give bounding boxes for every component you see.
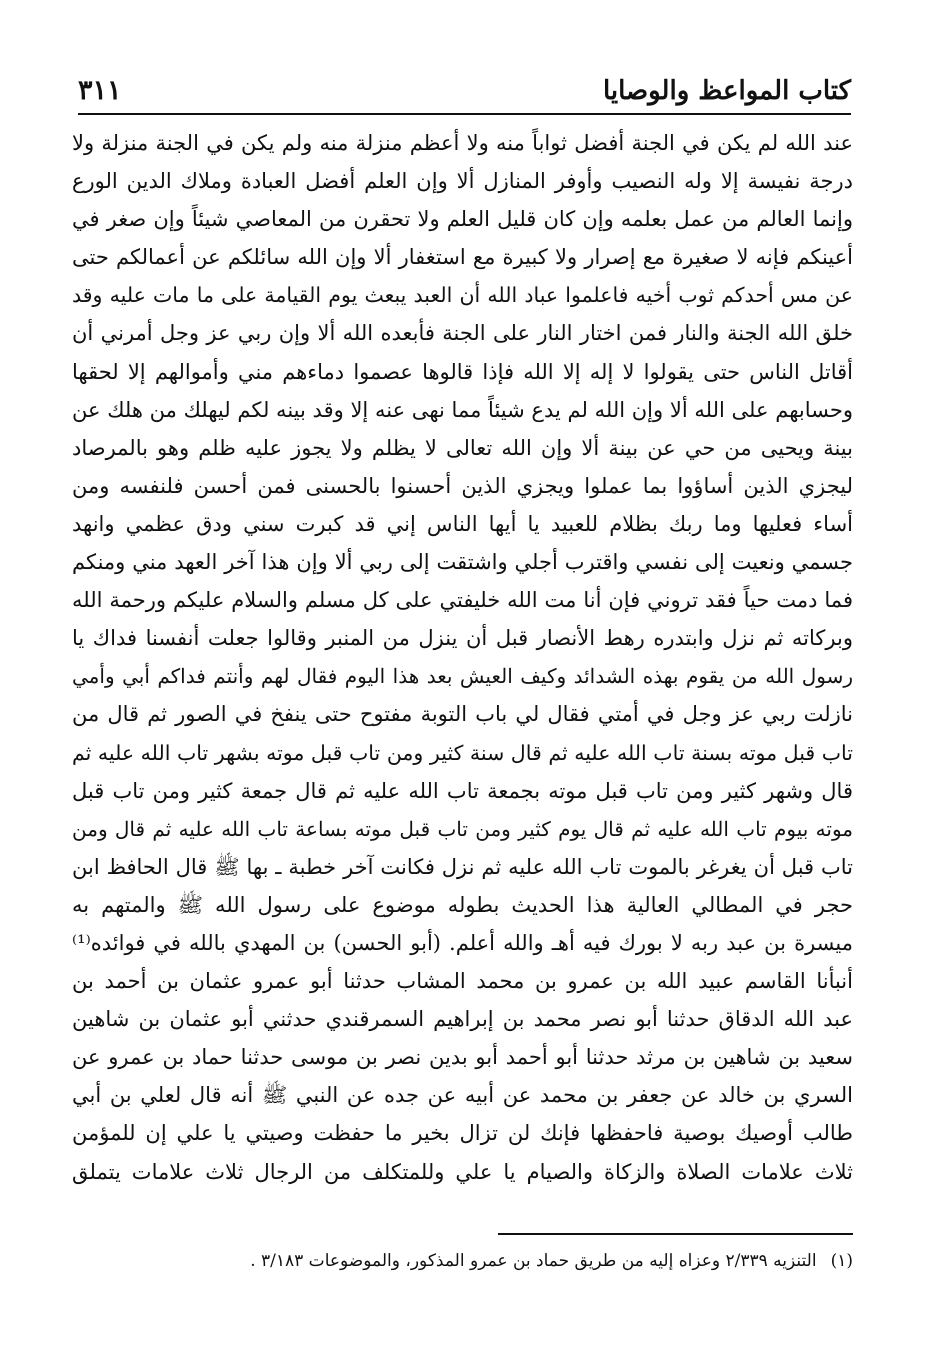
footnote-divider xyxy=(498,1233,853,1235)
text-line: بينة ويحيى من حي عن بينة ألا وإن الله تعالى لا يظلم ولا يجوز عليه ظلم وهو بالمرصاد xyxy=(72,435,853,460)
text-line: السري بن خالد عن جعفر بن محمد عن أبيه عن جده عن النبي ﷺ أنه قال لعلي بن أبي xyxy=(72,1083,853,1108)
text-line: أساء فعليها وما ربك بظلام للعبيد يا أيها الناس إني قد كبرت سني ودق عظمي وانهد xyxy=(72,511,853,536)
text-line: رسول الله من يقوم بهذه الشدائد وكيف العيش بعد هذا اليوم فقال لهم وأنتم فداكم أبي وأمي xyxy=(72,664,853,689)
running-title: كتاب المواعظ والوصايا xyxy=(602,76,851,106)
text-line: حجر في المطالي العالية هذا الحديث بطوله موضوع على رسول الله ﷺ والمتهم به xyxy=(72,892,853,917)
text-line: أنبأنا القاسم عبيد الله بن عمرو بن محمد المشاب حدثنا أبو عمرو عثمان بن أحمد بن xyxy=(72,969,853,994)
text-line: وإنما العالم من عمل بعلمه وإن كان قليل العلم ولا تحقرن من المعاصي شيئاً وإن صغر في xyxy=(72,207,853,232)
text-line: أعينكم فإنه لا صغيرة مع إصرار ولا كبيرة مع استغفار ألا وإن الله سائلكم عن أعمالكم حتى xyxy=(72,245,853,270)
text-line: عبد الله الدقاق حدثنا أبو نصر محمد بن إبراهيم السمرقندي حدثني أبو عثمان بن شاهين xyxy=(72,1007,853,1032)
footnote-marker: (١) xyxy=(830,1251,853,1271)
text-line: تاب قبل موته بسنة تاب الله عليه ثم قال سنة كثير ومن تاب قبل موته بشهر تاب الله عليه ثم xyxy=(72,740,853,765)
text-line: ليجزي الذين أساؤوا بما عملوا ويجزي الذين أحسنوا بالحسنى فمن أحسن فلنفسه ومن xyxy=(72,473,853,498)
text-line: وحسابهم على الله ألا وإن الله لم يدع شيئاً مما نهى عنه إلا وقد بينه لكم ليهلك من هلك عن xyxy=(72,397,853,422)
text-line: طالب أوصيك بوصية فاحفظها فإنك لن تزال بخير ما حفظت وصيتي يا علي إن للمؤمن xyxy=(72,1121,853,1146)
text-line: فما دمت حياً فقد تروني فإن أنا مت الله خليفتي على كل مسلم والسلام عليكم ورحمة الله xyxy=(72,588,853,613)
text-line: ثلاث علامات الصلاة والزكاة والصيام يا علي وللمتكلف من الرجال ثلاث علامات يتملق xyxy=(72,1159,853,1184)
header-divider xyxy=(78,113,851,115)
text-line: عن مس أحدكم ثوب أخيه فاعلموا عباد الله أن العبد يبعث يوم القيامة على ما مات عليه وقد xyxy=(72,283,853,308)
text-line: جسمي ونعيت إلى نفسي واقترب أجلي واشتقت إلى ربي ألا وإن هذا آخر العهد مني ومنكم xyxy=(72,550,853,575)
footnote xyxy=(200,1246,853,1276)
text-line: موته بيوم تاب الله عليه ثم قال يوم كثير ومن تاب قبل موته بساعة تاب الله عليه ثم قال ومن xyxy=(72,816,853,841)
footnote-text: التنزيه ٢/٣٣٩ وعزاه إليه من طريق حماد بن عمرو المذكور، والموضوعات ٣/١٨٣ . xyxy=(250,1251,817,1271)
text-line: نازلت ربي عز وجل في أمتي فقال لي باب التوبة مفتوح حتى ينفخ في الصور ثم قال من xyxy=(72,702,853,727)
text-line: تاب قبل أن يغرغر بالموت تاب الله عليه ثم نزل فكانت آخر خطبة ـ بها ﷺ قال الحافظ ابن xyxy=(72,854,853,879)
text-line: أقاتل الناس حتى يقولوا لا إله إلا الله فإذا قالوها عصموا دماءهم مني وأموالهم إلا لحقها xyxy=(72,359,853,384)
page-header xyxy=(78,68,851,108)
text-line: ميسرة بن عبد ربه لا بورك فيه أهـ والله أعلم. (أبو الحسن) بن المهدي بالله في فوائده⁽¹⁾ xyxy=(72,930,853,955)
text-line: سعيد بن شاهين بن مرثد حدثنا أبو أحمد أبو بدين نصر بن موسى حدثنا حماد بن عمرو عن xyxy=(72,1045,853,1070)
text-line: وبركاته ثم نزل وابتدره رهط الأنصار قبل أن ينزل من المنبر وقالوا جعلت أنفسنا فداك يا xyxy=(72,626,853,651)
text-line: عند الله لم يكن في الجنة أفضل ثواباً منه ولا أعظم منزلة منه ولم يكن في الجنة منزلة ولا xyxy=(72,131,853,155)
page-number: ٣١١ xyxy=(78,75,122,106)
text-line: خلق الله الجنة والنار فمن اختار النار على الجنة فأبعده الله ألا وإن ربي عز وجل أمرني أن xyxy=(72,321,853,346)
text-line: درجة نفيسة إلا وله النصيب وأوفر المنازل ألا وإن العلم أفضل العبادة وملاك الدين الورع xyxy=(72,169,853,194)
text-line: قال وشهر كثير ومن تاب قبل موته بجمعة تاب الله عليه ثم قال جمعة كثير ومن تاب قبل xyxy=(72,778,853,803)
main-text xyxy=(72,124,853,1191)
